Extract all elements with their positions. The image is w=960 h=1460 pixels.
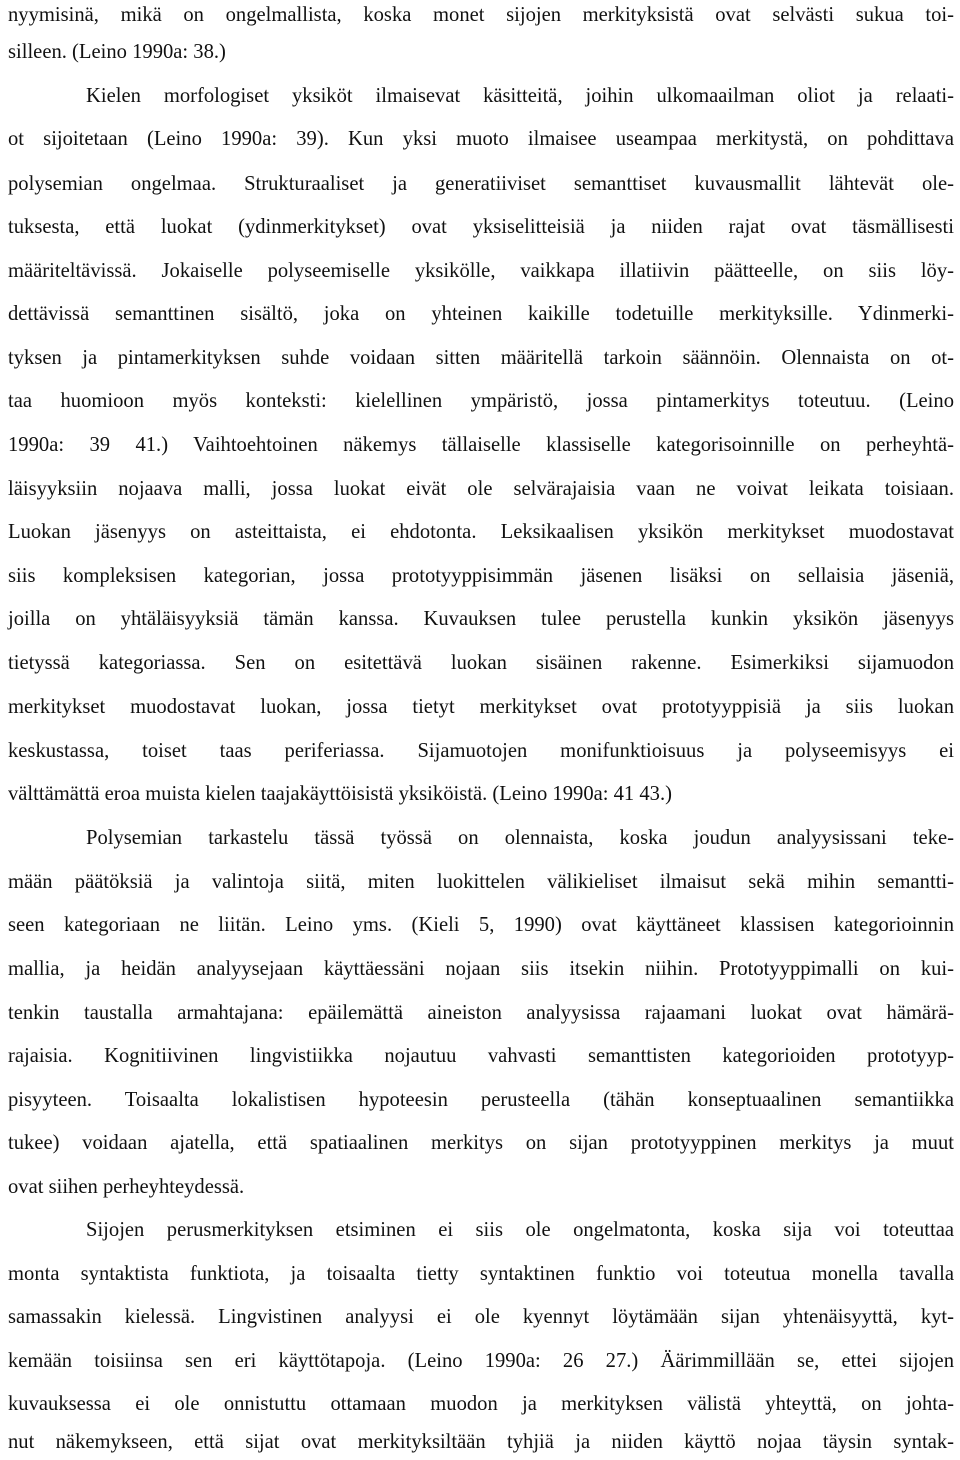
text-line: nut näkemykseen, että sijat ovat merkityksiltään tyhjiä ja niiden käyttö nojaa täysin syntak- <box>8 1431 954 1453</box>
text-line: mään päätöksiä ja valintoja siitä, miten luokittelen välikieliset ilmaisut sekä mihin semantti- <box>8 871 954 893</box>
text-line: Sijojen perusmerkityksen etsiminen ei siis ole ongelmatonta, koska sija voi toteuttaa <box>86 1219 954 1241</box>
text-line: tuksesta, että luokat (ydinmerkitykset) ovat yksiselitteisiä ja niiden rajat ovat täsmällisesti <box>8 216 954 238</box>
text-line: merkitykset muodostavat luokan, jossa tietyt merkitykset ovat prototyyppisiä ja siis luokan <box>8 696 954 718</box>
text-line: samassakin kielessä. Lingvistinen analyysi ei ole kyennyt löytämään sijan yhtenäisyyttä, kyt- <box>8 1306 954 1328</box>
text-line: tukee) voidaan ajatella, että spatiaalinen merkitys on sijan prototyyppinen merkitys ja muut <box>8 1132 954 1154</box>
text-line: tietyssä kategoriassa. Sen on esitettävä luokan sisäinen rakenne. Esimerkiksi sijamuodon <box>8 652 954 674</box>
text-line: Luokan jäsenyys on asteittaista, ei ehdotonta. Leksikaalisen yksikön merkitykset muodostavat <box>8 521 954 543</box>
text-line: kemään toisiinsa sen eri käyttötapoja. (Leino 1990a: 26 27.) Äärimmillään se, ettei sijojen <box>8 1350 954 1372</box>
text-line: kuvauksessa ei ole onnistuttu ottamaan muodon ja merkityksen välistä yhteyttä, on johta- <box>8 1393 954 1415</box>
text-line: ot sijoitetaan (Leino 1990a: 39). Kun yksi muoto ilmaisee useampaa merkitystä, on pohdittava <box>8 128 954 150</box>
text-line: läisyyksiin nojaava malli, jossa luokat eivät ole selvärajaisia vaan ne voivat leikata toisiaan. <box>8 478 954 500</box>
text-line: Polysemian tarkastelu tässä työssä on olennaista, koska joudun analyysissani teke- <box>86 827 954 849</box>
text-line: tyksen ja pintamerkityksen suhde voidaan sitten määritellä tarkoin säännöin. Olennaista on ot- <box>8 347 954 369</box>
text-line: silleen. (Leino 1990a: 38.) <box>8 41 226 63</box>
text-line: pisyyteen. Toisaalta lokalistisen hypoteesin perusteella (tähän konseptuaalinen semantiikka <box>8 1089 954 1111</box>
text-line: rajaisia. Kognitiivinen lingvistiikka nojautuu vahvasti semanttisten kategorioiden prototyyp- <box>8 1045 954 1067</box>
text-line: keskustassa, toiset taas periferiassa. Sijamuotojen monifunktioisuus ja polyseemisyys ei <box>8 740 954 762</box>
text-line: välttämättä eroa muista kielen taajakäyttöisistä yksiköistä. (Leino 1990a: 41 43.) <box>8 783 672 805</box>
text-line: monta syntaktista funktiota, ja toisaalta tietty syntaktinen funktio voi toteutua monella tavalla <box>8 1263 954 1285</box>
text-line: tenkin taustalla armahtajana: epäilemättä aineiston analyysissa rajaamani luokat ovat hämärä- <box>8 1002 954 1024</box>
text-line: dettävissä semanttinen sisältö, joka on yhteinen kaikille todetuille merkityksille. Ydinmerki- <box>8 303 954 325</box>
text-line: Kielen morfologiset yksiköt ilmaisevat käsitteitä, joihin ulkomaailman oliot ja relaati- <box>86 85 954 107</box>
text-line: nyymisinä, mikä on ongelmallista, koska monet sijojen merkityksistä ovat selvästi sukua toi- <box>8 4 954 26</box>
text-line: siis kompleksisen kategorian, jossa prototyyppisimmän jäsenen lisäksi on sellaisia jäseniä, <box>8 565 954 587</box>
text-line: ovat siihen perheyhteydessä. <box>8 1176 245 1198</box>
text-line: seen kategoriaan ne liitän. Leino yms. (Kieli 5, 1990) ovat käyttäneet klassisen kategorioinnin <box>8 914 954 936</box>
text-line: mallia, ja heidän analyysejaan käyttäessäni nojaan siis itsekin niihin. Prototyyppimalli on kui- <box>8 958 954 980</box>
text-line: joilla on yhtäläisyyksiä tämän kanssa. Kuvauksen tulee perustella kunkin yksikön jäsenyys <box>8 608 954 630</box>
text-line: polysemian ongelmaa. Strukturaaliset ja generatiiviset semanttiset kuvausmallit lähtevät ole- <box>8 173 954 195</box>
text-line: määriteltävissä. Jokaiselle polyseemiselle yksikölle, vaikkapa illatiivin päätteelle, on siis löy- <box>8 260 954 282</box>
text-line: 1990a: 39 41.) Vaihtoehtoinen näkemys tällaiselle klassiselle kategorisoinnille on perheyhtä- <box>8 434 954 456</box>
text-line: taa huomioon myös konteksti: kielellinen ympäristö, jossa pintamerkitys toteutuu. (Leino <box>8 390 954 412</box>
